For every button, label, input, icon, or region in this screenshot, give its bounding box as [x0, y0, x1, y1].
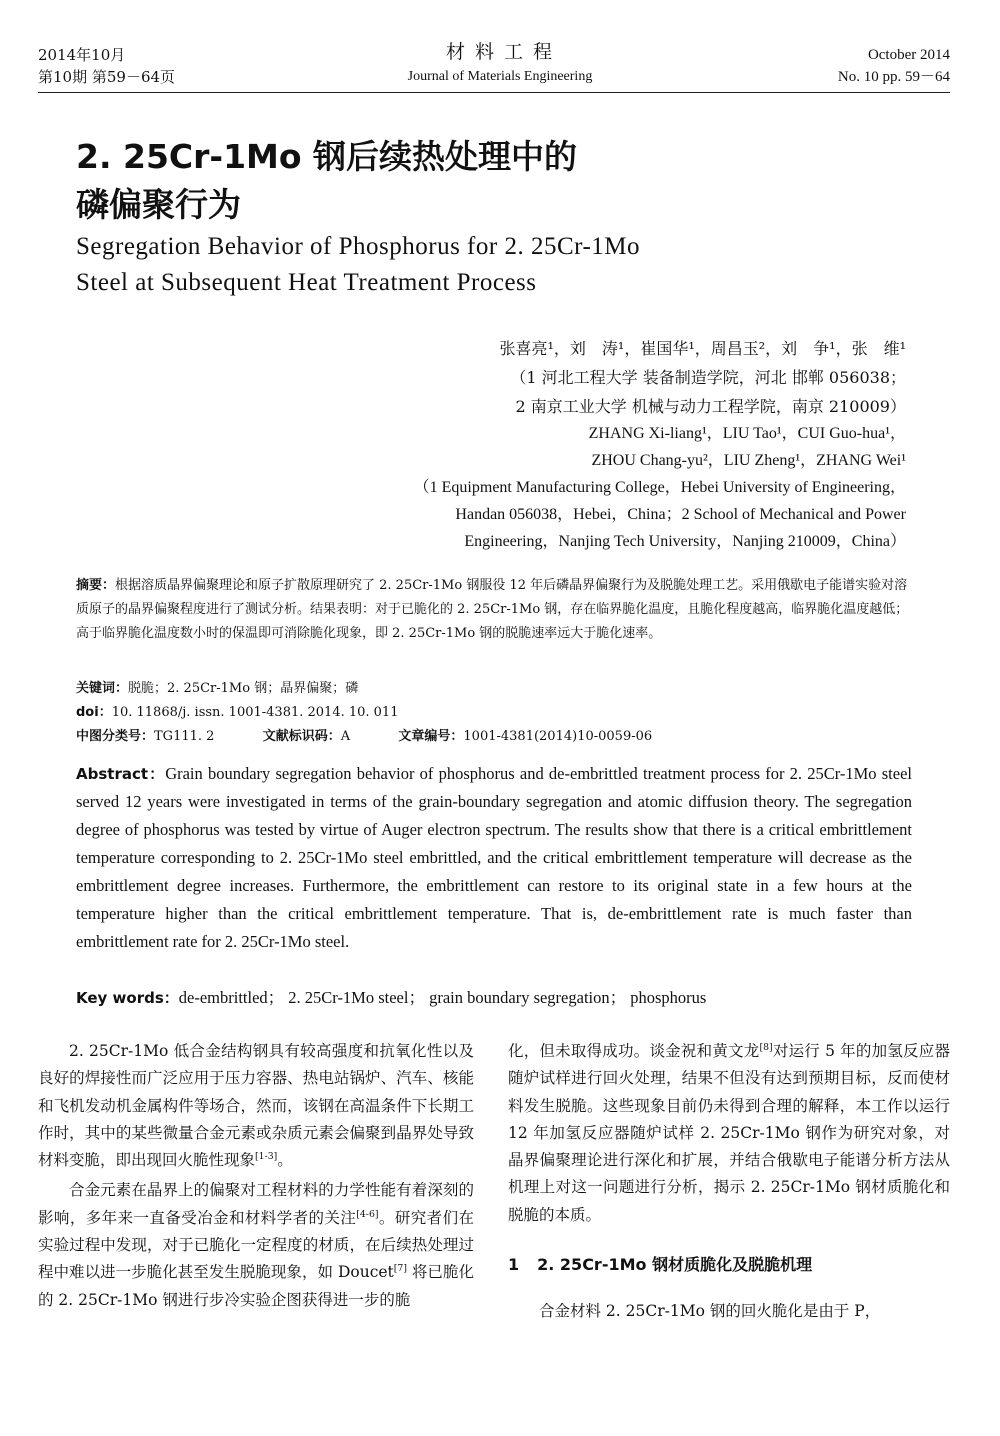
header-date: 2014年10月 — [38, 46, 126, 64]
doi-value: 10. 11868/j. issn. 1001-4381. 2014. 10. 011 — [111, 705, 399, 720]
keywords-cn-text: 脱脆；2. 25Cr-1Mo 钢；晶界偏聚；磷 — [128, 681, 359, 696]
citation-1-3: [1-3] — [255, 1151, 278, 1163]
intro-paragraph-1 — [38, 1038, 474, 1174]
title-cn-line1: 2. 25Cr-1Mo 钢后续热处理中的 — [76, 137, 578, 176]
intro-p3-text-b: 对运行 5 年的加氢反应器随炉试样进行回火处理，结果不但没有达到预期目标，反而使材料发生脱脆。这些现象目前仍未得到合理的解释，本工作以运行 12 年加氢反应器随炉试样 2. 25Cr-1Mo 钢作为研究对象，对晶界偏聚理论进行深化和扩展，并结合俄歇电子能谱分析方法从机理上对这一问题进行分析，揭示 2. 25Cr-1Mo 钢材质脆化和脱脆的本质。 — [508, 1042, 950, 1224]
section-1-number: 1 — [508, 1255, 520, 1275]
header-month: October 2014 — [867, 47, 950, 63]
keywords-cn — [76, 677, 358, 701]
doi-label: doi： — [76, 705, 112, 720]
citation-8: [8] — [759, 1041, 773, 1053]
abstract-cn — [76, 574, 912, 645]
keywords-en-label: Key words： — [76, 989, 179, 1007]
doc-code-label: 文献标识码： — [262, 729, 341, 744]
authors-en-1: ZHANG Xi-liang¹，LIU Tao¹，CUI Guo-hua¹， — [588, 425, 906, 442]
affiliation-cn-2: 2 南京工业大学 机械与动力工程学院，南京 210009） — [515, 397, 906, 416]
section-1-heading — [508, 1251, 950, 1278]
article-no-value: 1001-4381(2014)10-0059-06 — [463, 729, 653, 744]
citation-4-6: [4-6] — [356, 1208, 379, 1220]
abstract-cn-label: 摘要： — [76, 578, 116, 593]
intro-p1-end: 。 — [277, 1151, 293, 1170]
affiliation-en-3: Engineering，Nanjing Tech University，Nanjing 210009，China） — [464, 533, 906, 550]
section-1-paragraph-1: 合金材料 2. 25Cr-1Mo 钢的回火脆化是由于 P， — [539, 1302, 881, 1321]
authors-cn: 张喜亮¹，刘 涛¹，崔国华¹，周昌玉²，刘 争¹，张 维¹ — [499, 339, 906, 358]
doc-code-value: A — [340, 729, 351, 744]
keywords-en-text: de-embrittled； 2. 25Cr-1Mo steel； grain boundary segregation； phosphorus — [178, 988, 707, 1007]
intro-p2-text-a: 合金元素在晶界上的偏聚对工程材料的力学性能有着深刻的影响，多年来一直备受冶金和材料学者的关注 — [38, 1181, 474, 1227]
intro-paragraph-3 — [508, 1038, 950, 1229]
journal-title-en: Journal of Materials Engineering — [407, 69, 593, 84]
intro-p3-text-a: 化，但未取得成功。谈金祝和黄文龙 — [508, 1042, 760, 1060]
intro-paragraph-2 — [38, 1177, 474, 1313]
title-en-line1: Segregation Behavior of Phosphorus for 2. 25Cr-1Mo — [76, 233, 641, 260]
title-cn-line2: 磷偏聚行为 — [76, 185, 241, 224]
affiliation-en-1: （1 Equipment Manufacturing College，Hebei University of Engineering， — [413, 479, 906, 496]
doi — [76, 701, 398, 725]
intro-p1-text: 2. 25Cr-1Mo 低合金结构钢具有较高强度和抗氧化性以及良好的焊接性而广泛应用于压力容器、热电站锅炉、汽车、核能和飞机发动机金属构件等场合，然而，该钢在高温条件下长期工作时，其中的某些微量合金元素或杂质元素会偏聚到晶界处导致材料变脆，即出现回火脆性现象 — [38, 1042, 474, 1170]
section-1-title: 2. 25Cr-1Mo 钢材质脆化及脱脆机理 — [537, 1255, 813, 1275]
clc-label: 中图分类号： — [76, 729, 155, 744]
classification-line — [76, 725, 652, 749]
affiliation-cn-1: （1 河北工程大学 装备制造学院，河北 邯郸 056038； — [510, 368, 906, 387]
header-pages: No. 10 pp. 59－64 — [837, 69, 950, 85]
abstract-en-label: Abstract： — [76, 765, 166, 783]
journal-title-cn: 材 料 工 程 — [445, 41, 555, 63]
abstract-cn-text: 根据溶质晶界偏聚理论和原子扩散原理研究了 2. 25Cr-1Mo 钢服役 12 年后磷晶界偏聚行为及脱脆处理工艺。采用俄歇电子能谱实验对溶质原子的晶界偏聚程度进行了测试分析。结果表明：对于已脆化的 2. 25Cr-1Mo 钢，存在临界脆化温度，且脆化程度越高，临界脆化温度越低；高于临界脆化温度数小时的保温即可消除脆化现象，即 2. 25Cr-1Mo 钢的脱脆速率远大于脆化速率。 — [76, 578, 909, 641]
intro-p2-text-b: 。研究者们在实验过程中发现，对于已脆化一定程度的材质，在后续热处理过程中难以进一步脆化甚至发生脱脆现象，如 Doucet — [38, 1208, 474, 1282]
intro-p2-text-c: 将已脆化的 2. 25Cr-1Mo 钢进行步冷实验企图获得进一步的脆 — [38, 1263, 474, 1309]
article-no-label: 文章编号： — [398, 729, 464, 744]
clc-value: TG111. 2 — [154, 729, 215, 744]
keywords-en — [76, 984, 912, 1012]
header-issue: 第10期 第59－64页 — [38, 68, 176, 86]
header-rule — [38, 92, 950, 93]
body-left-column — [38, 1038, 474, 1314]
title-en-line2: Steel at Subsequent Heat Treatment Process — [76, 269, 537, 296]
keywords-cn-label: 关键词： — [76, 681, 129, 696]
abstract-en-text: Grain boundary segregation behavior of phosphorus and de-embrittled treatment process for 2. 25Cr-1Mo steel served 12 years were investigated in terms of the grain-boundary segregation and atomic diffusion theory. The segregation degree of phosphorus was tested by virtue of Auger electron spectrum. The results show that there is a critical embrittlement temperature corresponding to 2. 25Cr-1Mo steel embrittled, and the critical embrittlement temperature will decrease as the embrittlement degree increases. Furthermore, the embrittlement can restore to its original state in a few hours at the temperature higher than the critical embrittlement temperature. That is, de-embrittlement rate is much faster than embrittlement rate for 2. 25Cr-1Mo steel. — [76, 764, 912, 951]
affiliation-en-2: Handan 056038，Hebei，China；2 School of Mechanical and Power — [455, 506, 906, 523]
abstract-en — [76, 760, 912, 956]
authors-en-2: ZHOU Chang-yu²，LIU Zheng¹，ZHANG Wei¹ — [591, 452, 906, 469]
citation-7: [7] — [393, 1263, 407, 1275]
body-right-column — [508, 1038, 950, 1326]
